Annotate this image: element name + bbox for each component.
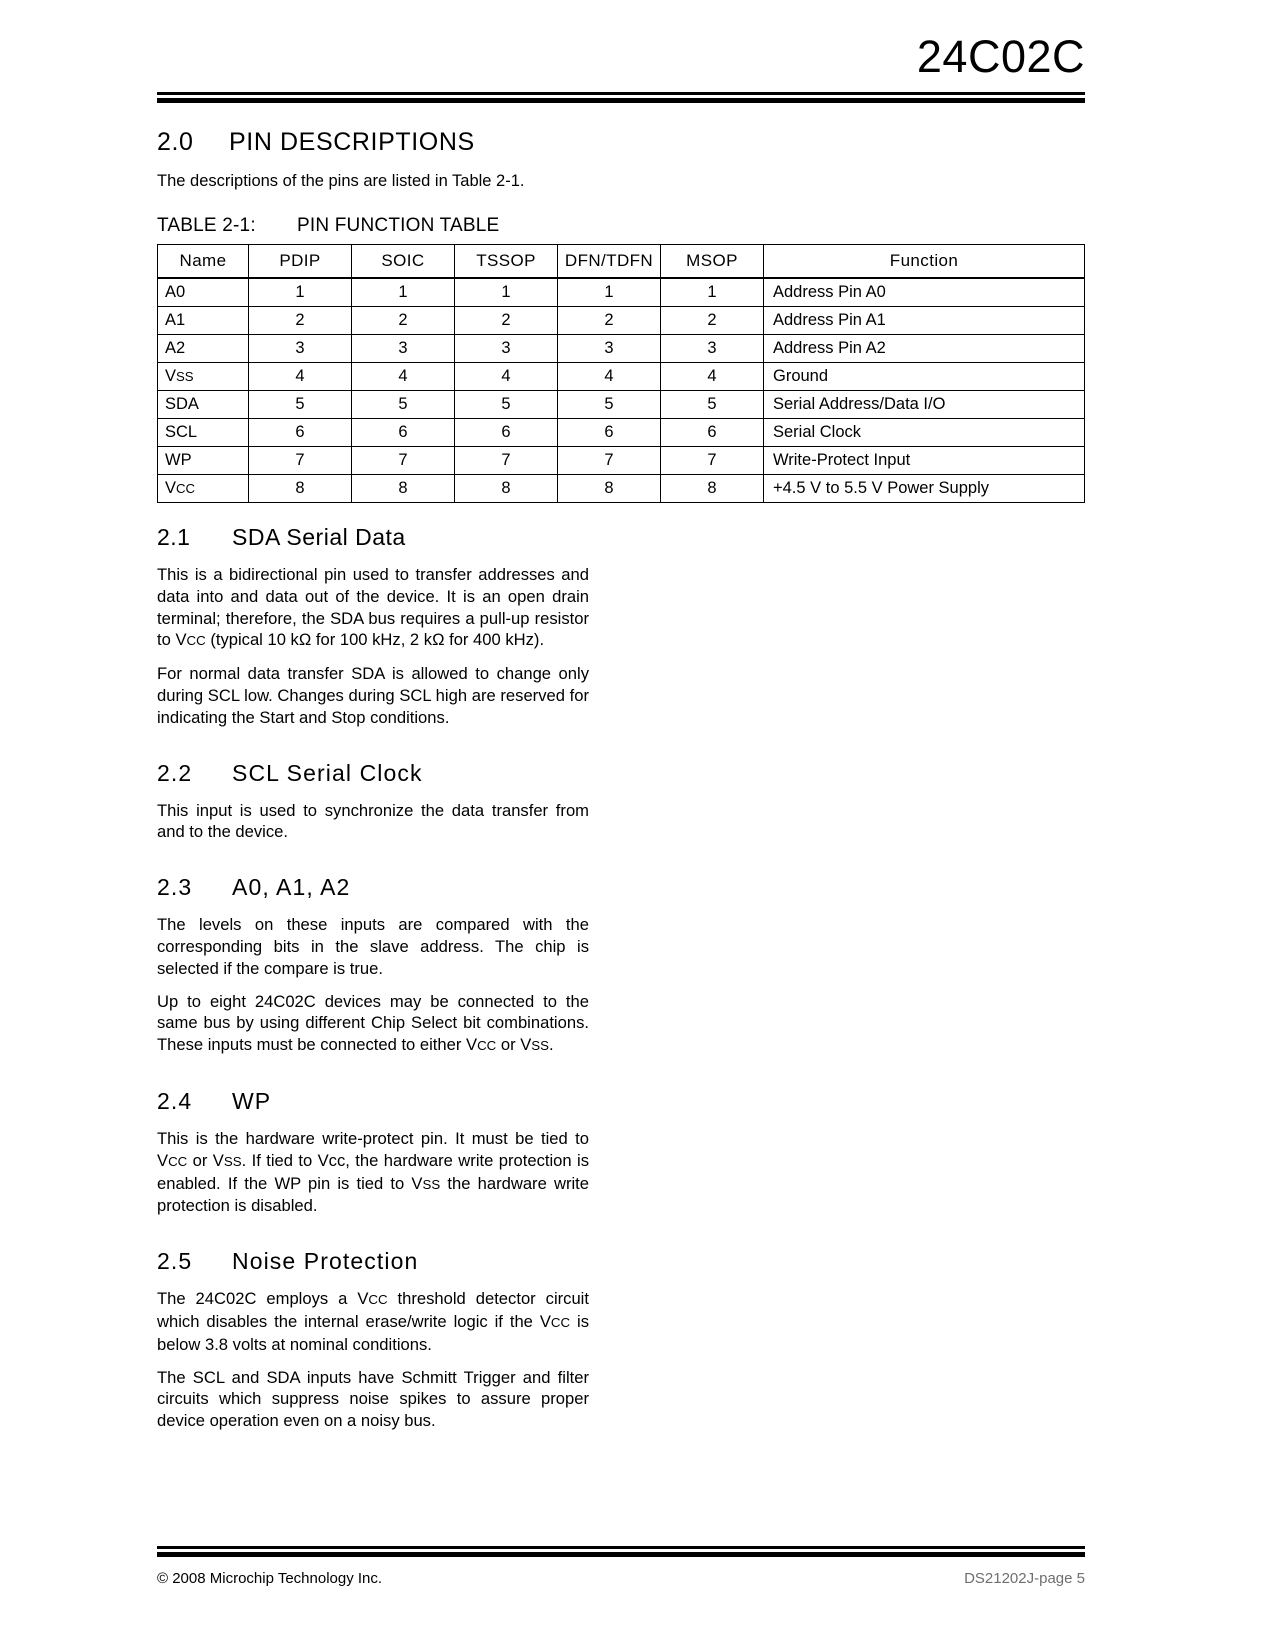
smallcaps-run: SS xyxy=(176,369,194,384)
text-run: or V xyxy=(187,1150,224,1170)
table-caption-number: TABLE 2-1: xyxy=(157,215,256,236)
cell-pdip: 6 xyxy=(249,419,352,447)
cell-function: Ground xyxy=(764,363,1085,391)
cell-pdip: 5 xyxy=(249,391,352,419)
cell-tssop: 1 xyxy=(455,278,558,307)
subsection-title: SDA Serial Data xyxy=(232,524,406,550)
pin-function-table xyxy=(157,244,1085,503)
cell-pdip: 4 xyxy=(249,363,352,391)
text-run: . xyxy=(549,1035,554,1055)
smallcaps-run: CC xyxy=(368,1292,388,1308)
cell-pin-name: A2 xyxy=(158,335,249,363)
cell-pin-name: A0 xyxy=(158,278,249,307)
paragraph-addr-2 xyxy=(157,991,589,1057)
cell-msop: 3 xyxy=(661,335,764,363)
smallcaps-run: CC xyxy=(477,1038,497,1054)
cell-pdip: 7 xyxy=(249,447,352,475)
column-header-pdip: PDIP xyxy=(249,245,352,279)
cell-msop: 6 xyxy=(661,419,764,447)
cell-soic: 8 xyxy=(352,475,455,503)
table-row xyxy=(158,475,1085,503)
paragraph-wp-1 xyxy=(157,1128,589,1217)
section-title: PIN DESCRIPTIONS xyxy=(229,128,475,156)
cell-tssop: 6 xyxy=(455,419,558,447)
smallcaps-run: SS xyxy=(531,1038,549,1054)
cell-soic: 5 xyxy=(352,391,455,419)
table-row xyxy=(158,447,1085,475)
cell-function: Serial Clock xyxy=(764,419,1085,447)
subsection-number: 2.4 xyxy=(157,1087,193,1114)
table-row xyxy=(158,278,1085,307)
column-header-tssop: TSSOP xyxy=(455,245,558,279)
text-run: This is the hardware write-protect pin. It must be tied to V xyxy=(157,1128,589,1170)
cell-dfntdfn: 2 xyxy=(558,307,661,335)
header-rule-thick xyxy=(157,98,1085,103)
cell-msop: 7 xyxy=(661,447,764,475)
column-header-msop: MSOP xyxy=(661,245,764,279)
subsection-number: 2.5 xyxy=(157,1248,193,1275)
cell-pdip: 2 xyxy=(249,307,352,335)
cell-pin-name: SDA xyxy=(158,391,249,419)
footer-row xyxy=(157,1570,1085,1587)
cell-tssop: 7 xyxy=(455,447,558,475)
table-row xyxy=(158,335,1085,363)
cell-pin-name: VCC xyxy=(158,475,249,503)
paragraph-scl-1: This input is used to synchronize the data transfer from and to the device. xyxy=(157,800,589,842)
cell-function: Serial Address/Data I/O xyxy=(764,391,1085,419)
cell-msop: 4 xyxy=(661,363,764,391)
page-title xyxy=(157,128,1085,157)
smallcaps-run: CC xyxy=(550,1314,571,1330)
smallcaps-run: CC xyxy=(168,1153,188,1169)
body-text-column xyxy=(157,524,589,1432)
page-footer xyxy=(157,1538,1085,1587)
subsection-noise-protection xyxy=(157,1248,589,1432)
cell-msop: 5 xyxy=(661,391,764,419)
text-run: or V xyxy=(496,1035,532,1055)
subsection-title: Noise Protection xyxy=(232,1248,419,1275)
cell-pin-name: SCL xyxy=(158,419,249,447)
table-caption xyxy=(157,215,1085,237)
subsection-title: WP xyxy=(232,1087,272,1114)
cell-pdip: 1 xyxy=(249,278,352,307)
cell-pin-name: VSS xyxy=(158,363,249,391)
cell-function: Write-Protect Input xyxy=(764,447,1085,475)
cell-function: Address Pin A1 xyxy=(764,307,1085,335)
cell-tssop: 4 xyxy=(455,363,558,391)
paragraph-noise-2: The SCL and SDA inputs have Schmitt Trigger and filter circuits which suppress noise spikes to assure proper device operation even on a noisy bus. xyxy=(157,1367,589,1431)
cell-dfntdfn: 5 xyxy=(558,391,661,419)
text-run: . If tied to Vcc, the hardware write protection is enabled. If the WP pin is tied to V xyxy=(157,1150,589,1193)
section-intro-text: The descriptions of the pins are listed in Table 2-1. xyxy=(157,172,525,190)
subsection-heading-address-pins xyxy=(157,874,589,901)
cell-soic: 1 xyxy=(352,278,455,307)
footer-rule-thick xyxy=(157,1552,1085,1557)
subsection-heading-wp xyxy=(157,1088,589,1115)
cell-tssop: 8 xyxy=(455,475,558,503)
cell-tssop: 2 xyxy=(455,307,558,335)
column-header-soic: SOIC xyxy=(352,245,455,279)
cell-pdip: 8 xyxy=(249,475,352,503)
smallcaps-run: SS xyxy=(223,1153,242,1169)
column-header-dfntdfn: DFN/TDFN xyxy=(558,245,661,279)
text-run: The 24C02C employs a V xyxy=(157,1289,369,1309)
cell-dfntdfn: 8 xyxy=(558,475,661,503)
cell-function: +4.5 V to 5.5 V Power Supply xyxy=(764,475,1085,503)
cell-dfntdfn: 1 xyxy=(558,278,661,307)
subsection-wp xyxy=(157,1088,589,1217)
cell-pin-name: WP xyxy=(158,447,249,475)
table-caption-title: PIN FUNCTION TABLE xyxy=(297,215,500,236)
paragraph-sda-2: For normal data transfer SDA is allowed to change only during SCL low. Changes during SCL high are reserved for indicating the Start and Stop conditions. xyxy=(157,664,589,727)
text-run: (typical 10 kΩ for 100 kHz, 2 kΩ for 400 kHz). xyxy=(205,630,545,650)
paragraph-noise-1 xyxy=(157,1288,589,1355)
subsection-heading-sda xyxy=(157,524,589,551)
table-row xyxy=(158,419,1085,447)
cell-tssop: 3 xyxy=(455,335,558,363)
subsection-sda xyxy=(157,524,589,729)
cell-soic: 6 xyxy=(352,419,455,447)
paragraph-sda-1 xyxy=(157,564,589,652)
cell-pin-name: A1 xyxy=(158,307,249,335)
table-row xyxy=(158,363,1085,391)
subsection-title: SCL Serial Clock xyxy=(232,759,423,786)
cell-soic: 2 xyxy=(352,307,455,335)
copyright-notice: © 2008 Microchip Technology Inc. xyxy=(157,1570,383,1587)
subsection-number: 2.1 xyxy=(157,524,191,550)
cell-msop: 1 xyxy=(661,278,764,307)
paragraph-addr-1: The levels on these inputs are compared with the corresponding bits in the slave address. The chip is selected if the compare is true. xyxy=(157,915,589,978)
cell-dfntdfn: 6 xyxy=(558,419,661,447)
section-number: 2.0 xyxy=(157,128,194,156)
smallcaps-run: SS xyxy=(422,1176,441,1192)
table-row xyxy=(158,307,1085,335)
text-run: threshold detector circuit which disables the internal erase/write logic if the V xyxy=(157,1289,589,1331)
cell-function: Address Pin A2 xyxy=(764,335,1085,363)
cell-dfntdfn: 7 xyxy=(558,447,661,475)
text-run: This is a bidirectional pin used to transfer addresses and data into and data out of the device. It is an open drain terminal; therefore, the SDA bus requires a pull-up resistor to V xyxy=(157,565,589,650)
subsection-heading-noise-protection xyxy=(157,1248,589,1275)
column-header-name: Name xyxy=(158,245,249,279)
cell-soic: 4 xyxy=(352,363,455,391)
section-pin-descriptions xyxy=(157,128,1085,503)
smallcaps-run: CC xyxy=(176,481,196,496)
text-run: the hardware write protection is disabled. xyxy=(157,1173,589,1216)
cell-msop: 8 xyxy=(661,475,764,503)
subsection-number: 2.3 xyxy=(157,874,193,901)
cell-dfntdfn: 3 xyxy=(558,335,661,363)
table-header-row xyxy=(158,245,1085,279)
cell-dfntdfn: 4 xyxy=(558,363,661,391)
subsection-number: 2.2 xyxy=(157,759,193,786)
table-body xyxy=(158,278,1085,503)
text-run: Up to eight 24C02C devices may be connected to the same bus by using different Chip Select bit combinations. These inputs must be connected to either V xyxy=(157,991,589,1055)
subsection-address-pins xyxy=(157,874,589,1057)
cell-soic: 3 xyxy=(352,335,455,363)
subsection-scl xyxy=(157,760,589,844)
text-run: is below 3.8 volts at nominal conditions. xyxy=(157,1311,590,1354)
column-header-function: Function xyxy=(764,245,1085,279)
cell-soic: 7 xyxy=(352,447,455,475)
table-row xyxy=(158,391,1085,419)
cell-pdip: 3 xyxy=(249,335,352,363)
cell-function: Address Pin A0 xyxy=(764,278,1085,307)
cell-msop: 2 xyxy=(661,307,764,335)
subsection-title: A0, A1, A2 xyxy=(232,874,351,901)
page-header xyxy=(157,30,1085,103)
cell-tssop: 5 xyxy=(455,391,558,419)
smallcaps-run: CC xyxy=(186,633,206,649)
subsection-heading-scl xyxy=(157,760,589,787)
document-title: 24C02C xyxy=(916,31,1085,82)
document-page-number: DS21202J-page 5 xyxy=(964,1570,1085,1587)
